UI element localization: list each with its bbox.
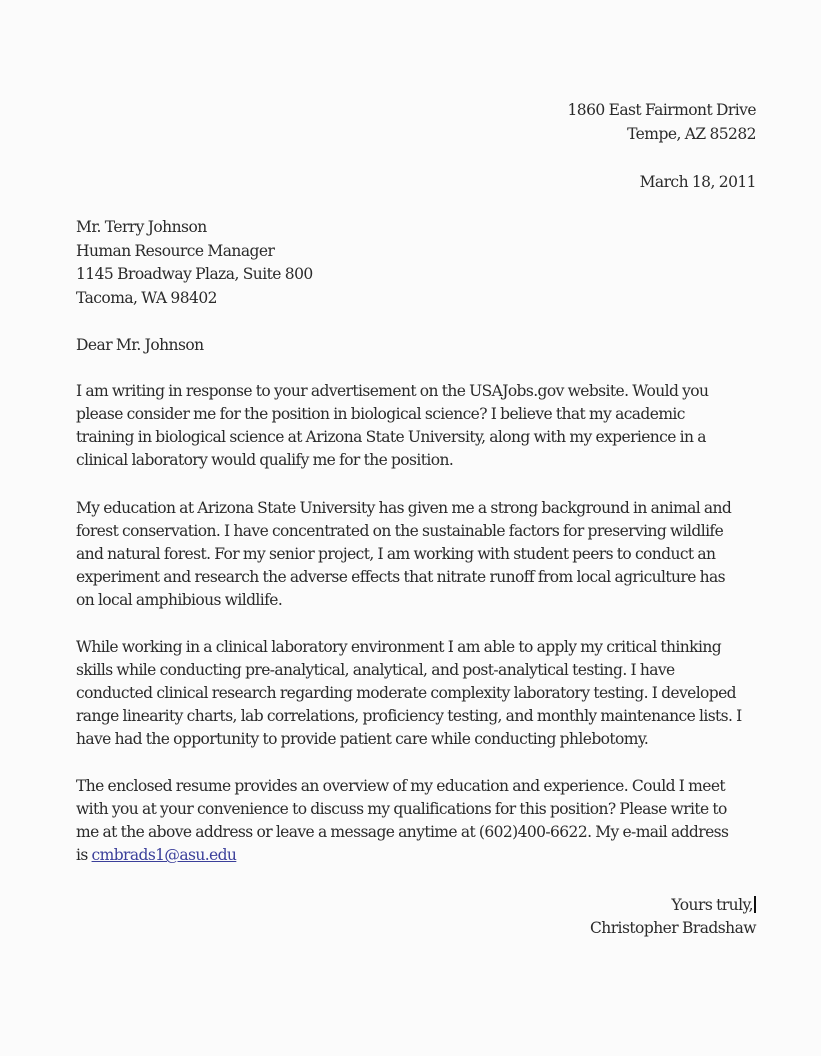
paragraph-line: The enclosed resume provides an overview of my education and experience. Could I meet: [76, 777, 726, 795]
body-paragraph-1: [76, 380, 766, 472]
signature: Christopher Bradshaw: [589, 919, 756, 937]
body-paragraph-3: [76, 636, 766, 751]
body-paragraph-2: [76, 497, 766, 612]
paragraph-line: skills while conducting pre-analytical, analytical, and post-analytical testing. I have: [76, 661, 675, 679]
text-cursor: [754, 896, 756, 913]
closing-text: Yours truly,: [671, 896, 753, 914]
email-prefix: is: [76, 846, 92, 864]
email-link[interactable]: cmbrads1@asu.edu: [91, 846, 237, 864]
closing: [671, 895, 756, 915]
paragraph-line: range linearity charts, lab correlations, proficiency testing, and monthly maintenance lists. I: [76, 707, 742, 725]
body-paragraph-4: [76, 775, 766, 867]
letter-date: March 18, 2011: [639, 173, 756, 191]
paragraph-line: experiment and research the adverse effects that nitrate runoff from local agriculture has: [76, 568, 725, 586]
paragraph-line: and natural forest. For my senior project, I am working with student peers to conduct an: [76, 545, 716, 563]
recipient-name: Mr. Terry Johnson: [76, 218, 207, 236]
paragraph-line: clinical laboratory would qualify me for the position.: [76, 451, 454, 469]
sender-street: 1860 East Fairmont Drive: [567, 101, 756, 119]
paragraph-line: me at the above address or leave a message anytime at (602)400-6622. My e-mail address: [76, 823, 729, 841]
paragraph-line: have had the opportunity to provide patient care while conducting phlebotomy.: [76, 730, 649, 748]
salutation: Dear Mr. Johnson: [76, 336, 204, 354]
paragraph-line: on local amphibious wildlife.: [76, 591, 283, 609]
paragraph-line: conducted clinical research regarding moderate complexity laboratory testing. I developed: [76, 684, 737, 702]
recipient-city-state-zip: Tacoma, WA 98402: [76, 289, 217, 307]
paragraph-line: with you at your convenience to discuss my qualifications for this position? Please write to: [76, 800, 727, 818]
paragraph-line: please consider me for the position in biological science? I believe that my academic: [76, 405, 685, 423]
paragraph-line-email: [76, 844, 766, 867]
paragraph-line: training in biological science at Arizona State University, along with my experience in a: [76, 428, 706, 446]
paragraph-line: I am writing in response to your advertisement on the USAJobs.gov website. Would you: [76, 382, 709, 400]
recipient-title: Human Resource Manager: [76, 242, 275, 260]
paragraph-line: While working in a clinical laboratory environment I am able to apply my critical thinking: [76, 638, 722, 656]
sender-city-state-zip: Tempe, AZ 85282: [627, 125, 756, 143]
paragraph-line: My education at Arizona State University has given me a strong background in animal and: [76, 499, 732, 517]
paragraph-line: forest conservation. I have concentrated on the sustainable factors for preserving wildlife: [76, 522, 724, 540]
recipient-street: 1145 Broadway Plaza, Suite 800: [76, 265, 313, 283]
